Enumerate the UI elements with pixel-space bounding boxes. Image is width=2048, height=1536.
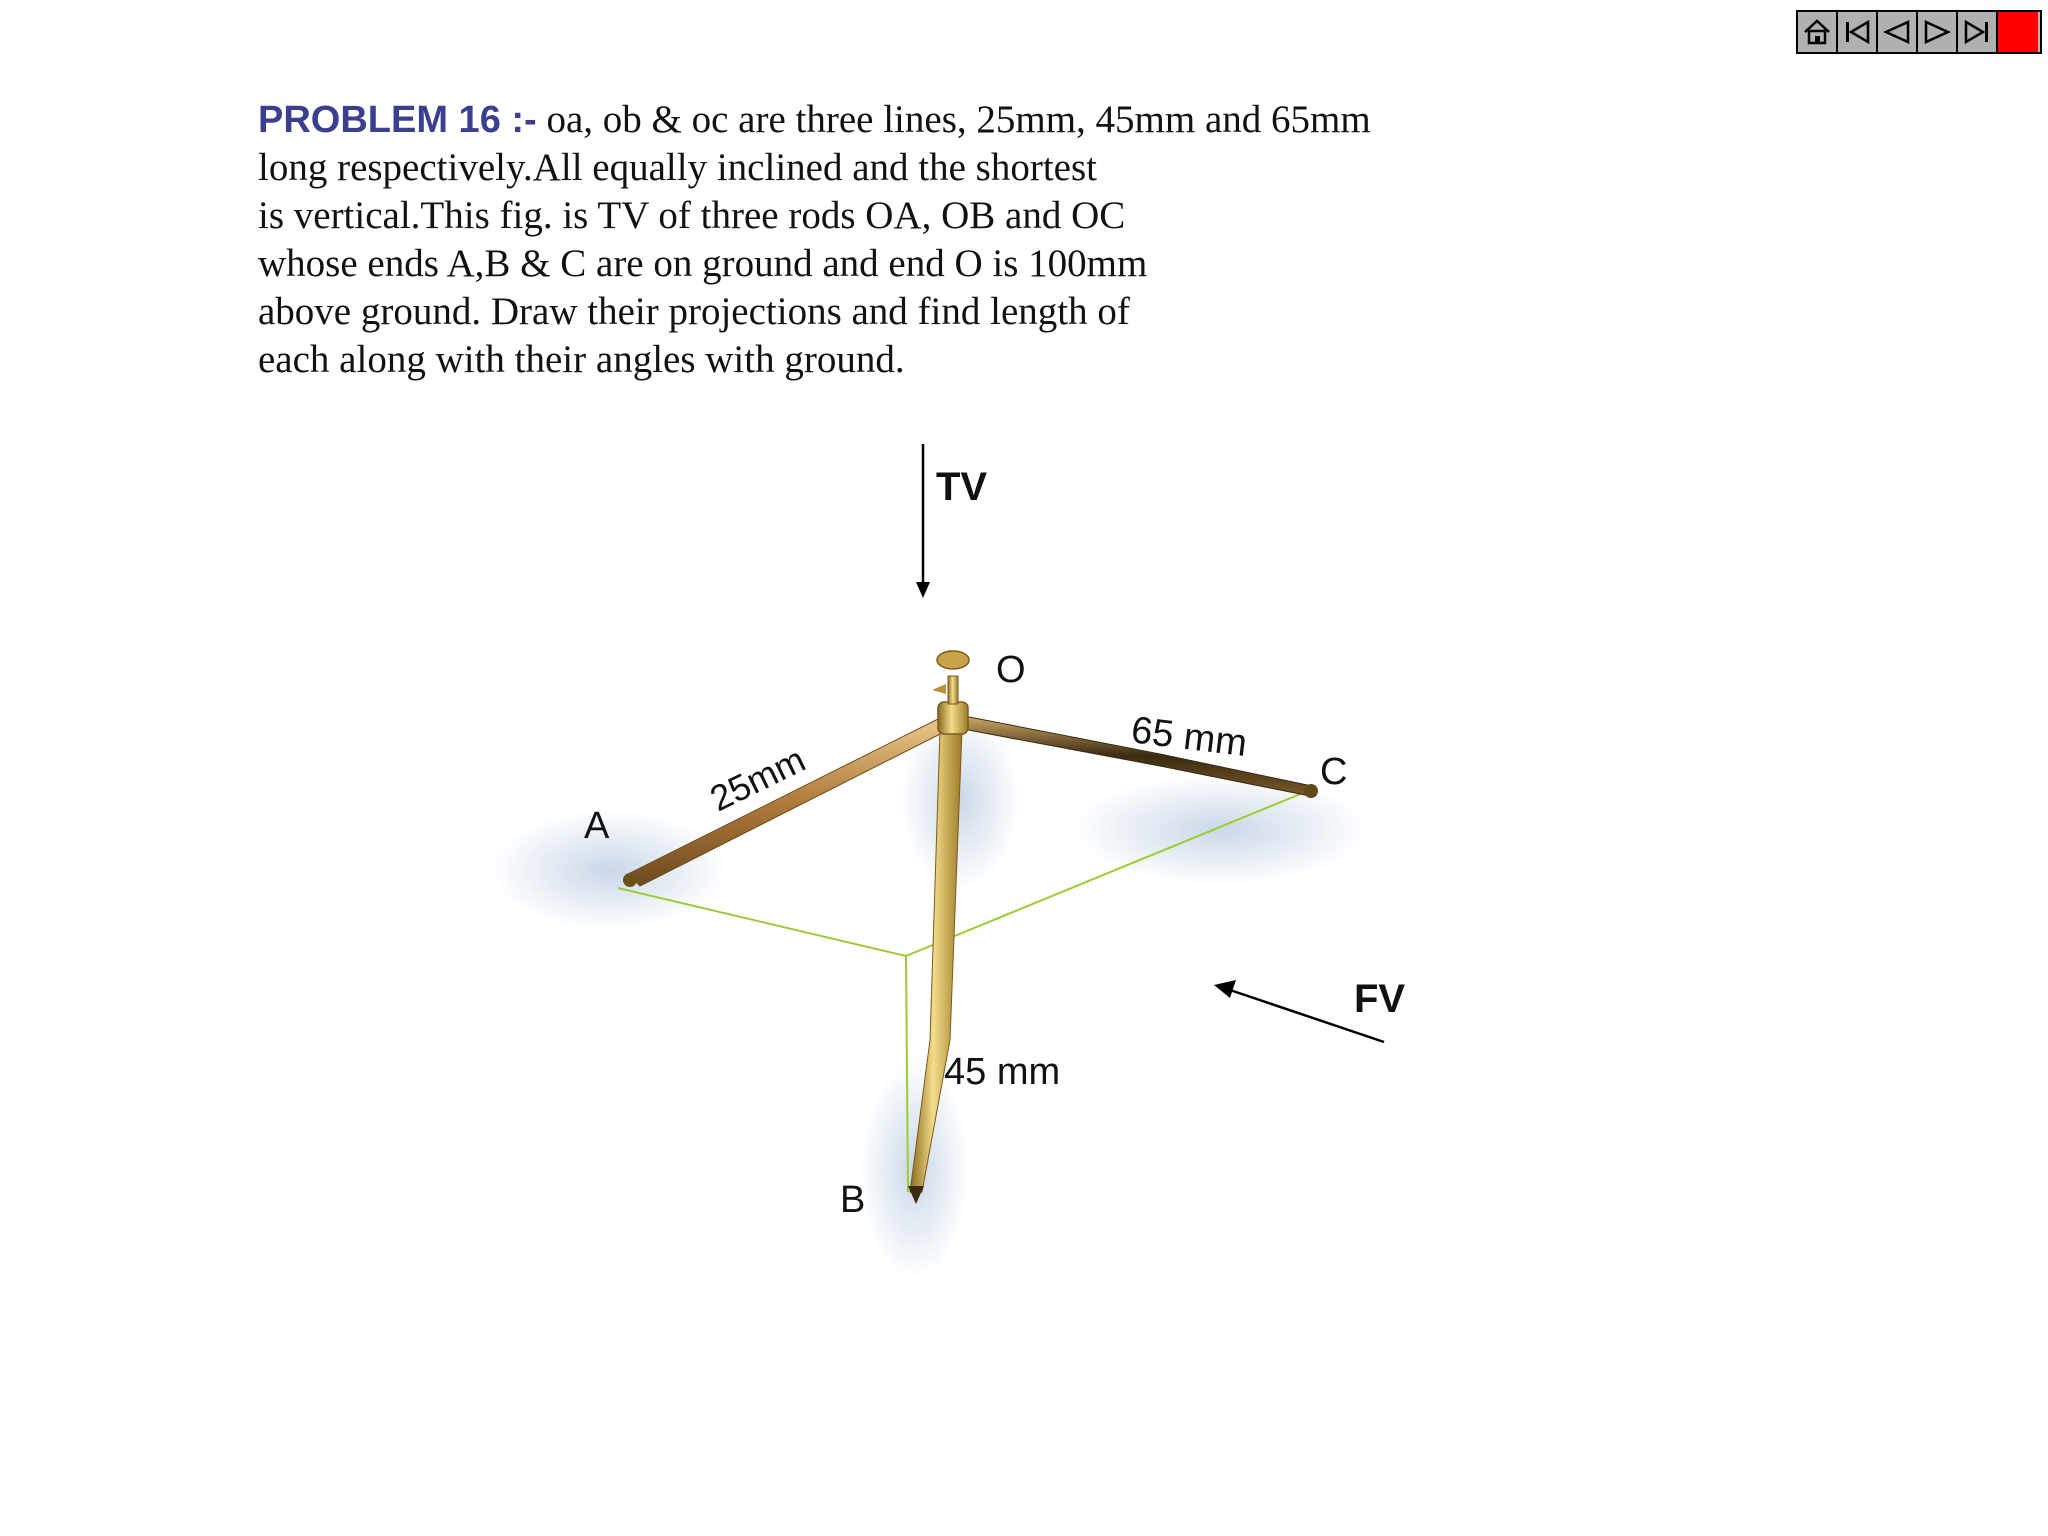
end-a [623,873,637,887]
tv-arrowhead [916,582,930,598]
shadow-a [490,810,730,930]
end-c [1304,784,1318,798]
fv-arrowhead [1214,980,1236,998]
point-c-label: C [1320,751,1348,793]
tv-label: TV [936,465,988,509]
hub-wing [932,684,946,694]
problem-text: oa, ob & oc are three lines, 25mm, 45mm and 65mm long respectively.All equally inclined and the shortest is vertical.This fig. is TV of three rods OA, OB and OC whose ends A,B & C are on ground and end O is 100mm above ground. Draw their projections and find length of each along with their angles with ground. [258,98,1371,381]
hub-stem [948,676,958,704]
length-oa-label: 25mm [703,738,812,820]
point-a-label: A [584,805,610,847]
length-ob-label: 45 mm [944,1051,1061,1093]
fv-label: FV [1354,977,1406,1021]
problem-title: PROBLEM 16 :- [258,99,537,141]
point-o-label: O [996,649,1026,691]
hub-o [938,702,968,734]
hub-knob [937,651,969,669]
length-oc-label: 65 mm [1128,709,1250,766]
point-b-label: B [840,1179,866,1221]
